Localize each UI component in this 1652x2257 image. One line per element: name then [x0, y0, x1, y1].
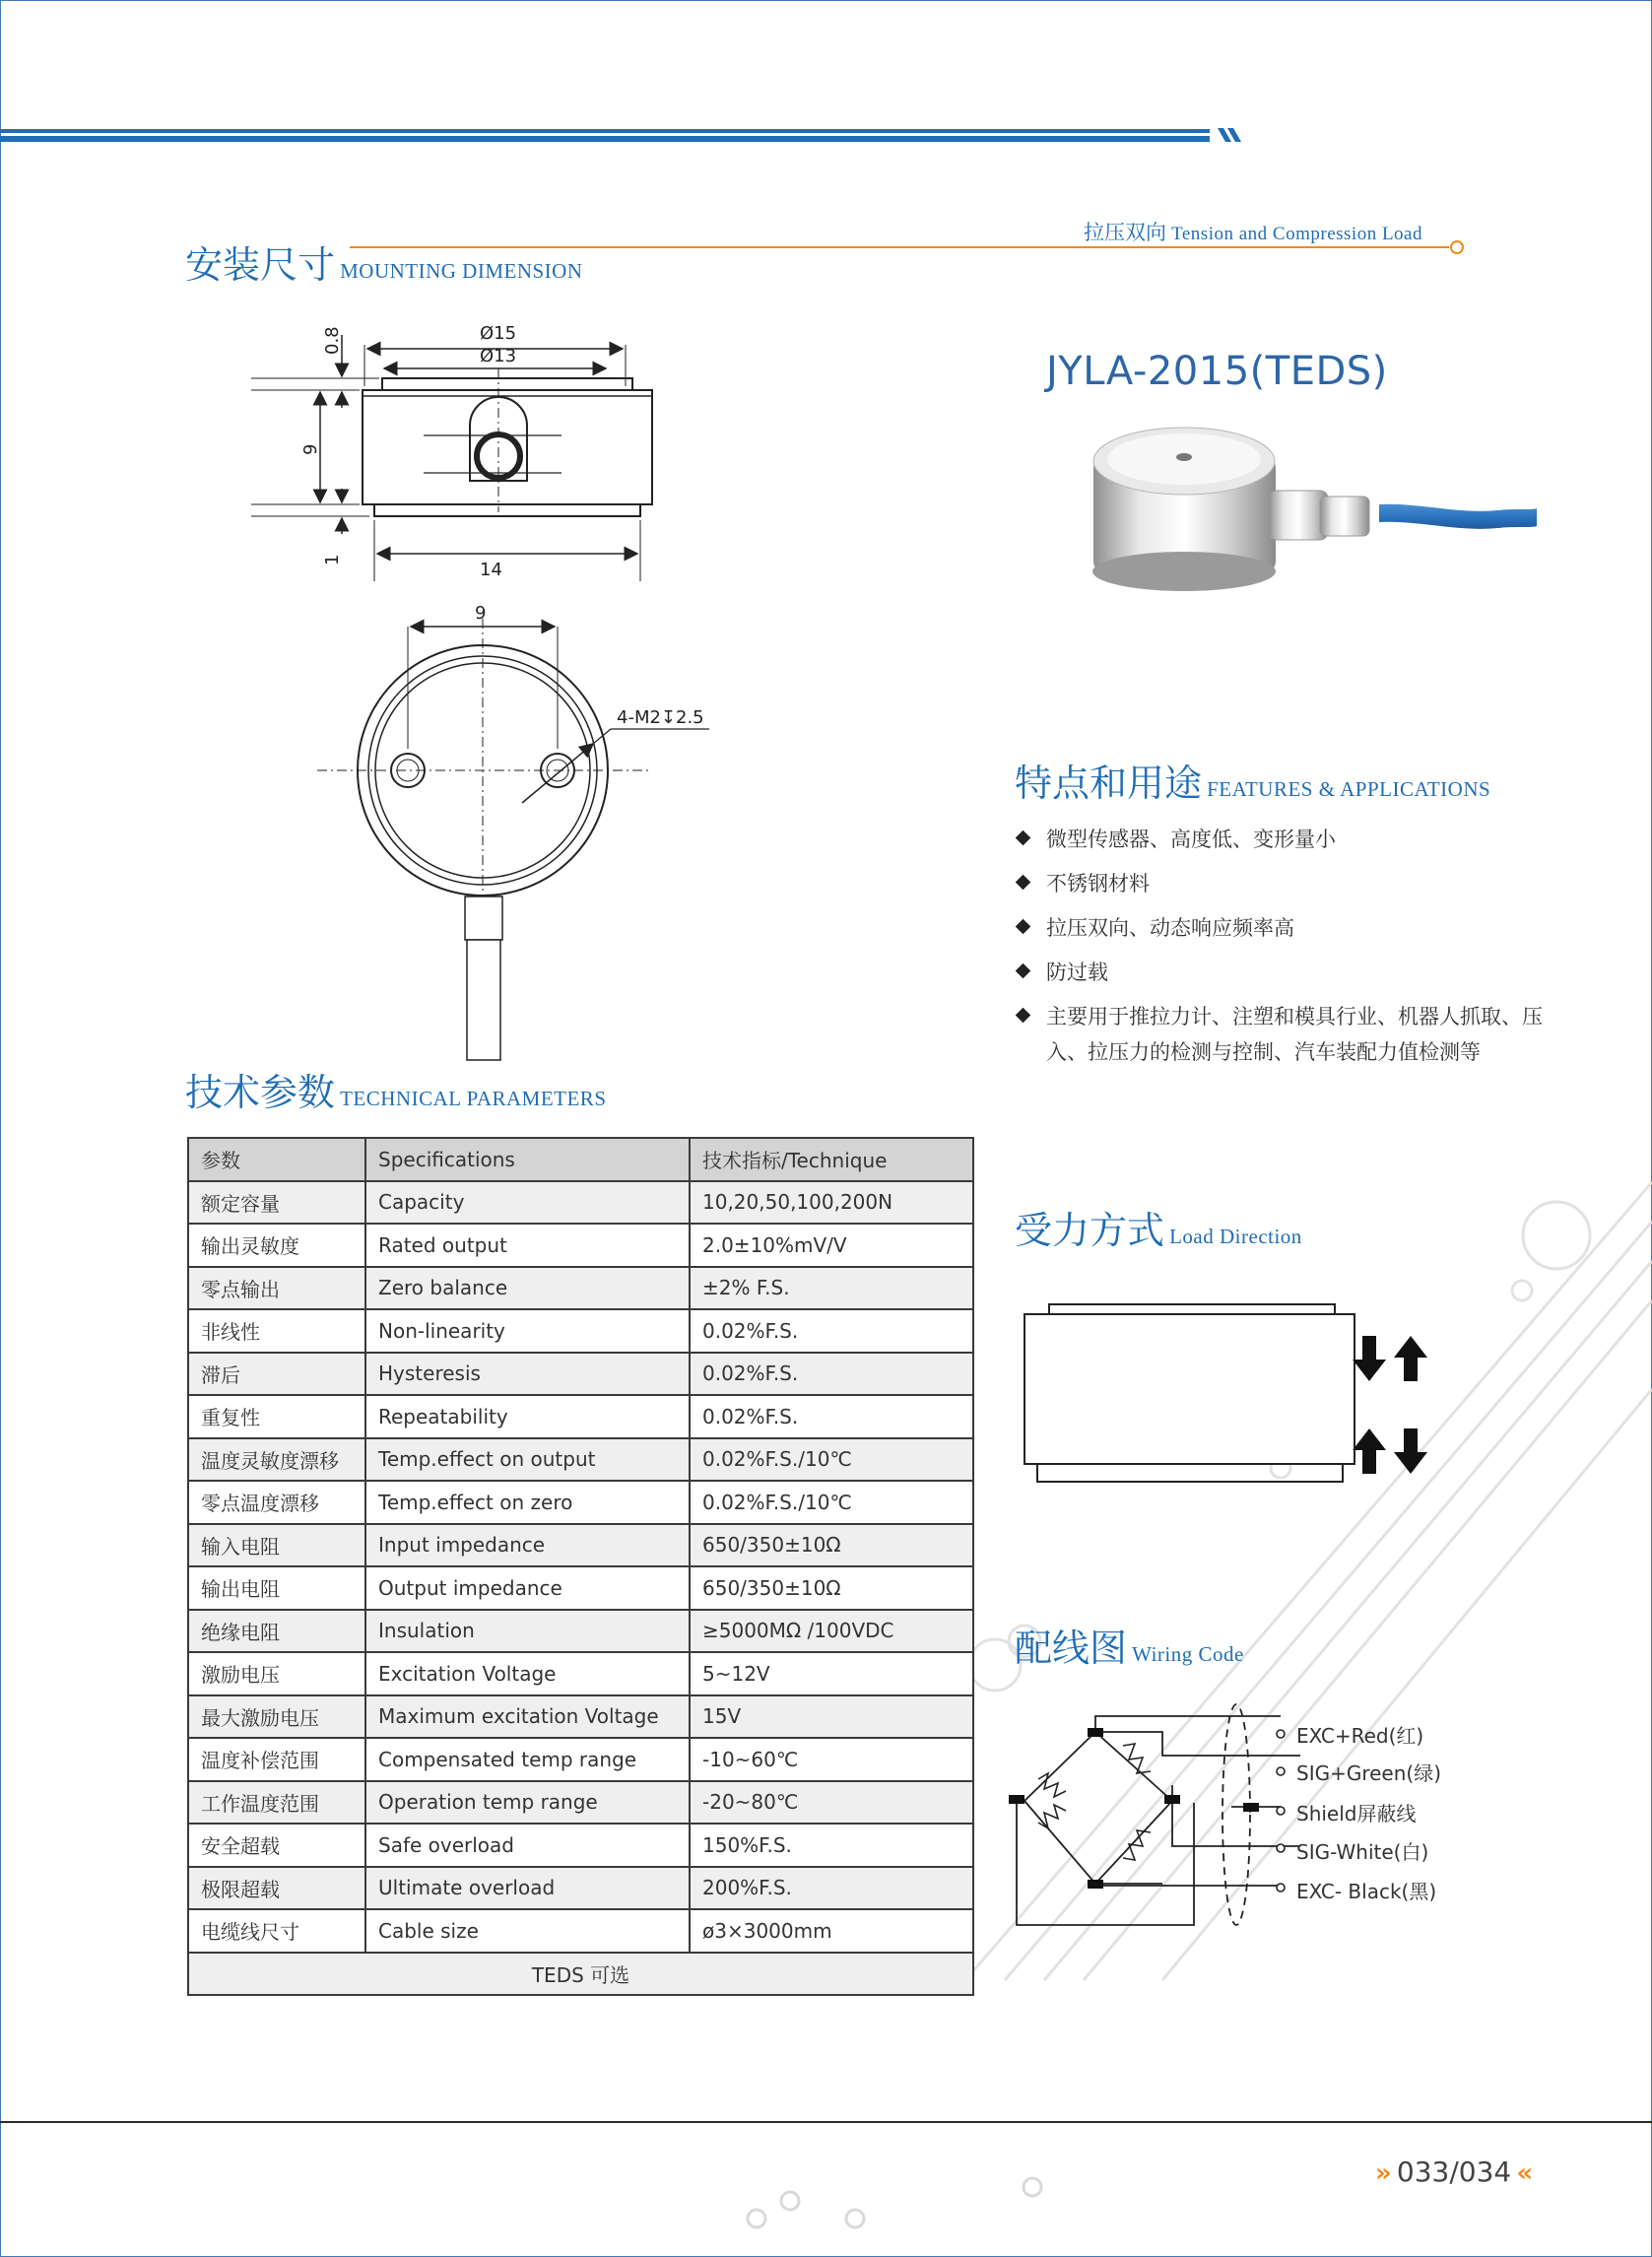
table-row [188, 1181, 973, 1225]
feature-item: 主要用于推拉力计、注塑和模具行业、机器人抓取、压入、拉压力的检测与控制、汽车装配力值检测等 [1015, 999, 1547, 1070]
wire-exc-minus: EXC- Black(黑) [1296, 1880, 1437, 1903]
param-value: 0.02%F.S./10℃ [690, 1481, 973, 1524]
wiring-diagram [1005, 1687, 1300, 1933]
wiring-terminals [1271, 1716, 1290, 1923]
dim-0-8: 0.8 [322, 326, 343, 355]
wire-exc-plus: EXC+Red(红) [1296, 1724, 1424, 1748]
param-en: Operation temp range [365, 1781, 690, 1825]
param-cn: 输出灵敏度 [188, 1224, 365, 1267]
param-value: 10,20,50,100,200N [690, 1181, 973, 1225]
table-row [188, 1909, 973, 1953]
param-value: ≥5000MΩ /100VDC [690, 1610, 973, 1653]
param-en: Maximum excitation Voltage [365, 1695, 690, 1739]
param-en: Repeatability [365, 1395, 690, 1438]
dim-9-spacing: 9 [475, 603, 487, 624]
footer-rule [0, 2121, 1652, 2123]
header-stripes [0, 126, 1241, 146]
table-row [188, 1438, 973, 1482]
param-value: 0.02%F.S. [690, 1395, 973, 1438]
page-number: » 033/034 « [1375, 2156, 1534, 2188]
features-list [1015, 822, 1547, 1079]
feature-item: 不锈钢材料 [1015, 866, 1547, 901]
param-value: 650/350±10Ω [690, 1566, 973, 1610]
param-cn: 输出电阻 [188, 1566, 365, 1610]
features-title: 特点和用途 FEATURES & APPLICATIONS [1015, 762, 1491, 805]
param-en: Excitation Voltage [365, 1652, 690, 1695]
table-row [188, 1566, 973, 1610]
param-cn: 输入电阻 [188, 1524, 365, 1567]
param-en: Ultimate overload [365, 1867, 690, 1910]
mounting-title: 安装尺寸 MOUNTING DIMENSION [185, 243, 583, 287]
dim-d15: Ø15 [480, 323, 517, 344]
table-row [188, 1738, 973, 1781]
feature-item: 微型传感器、高度低、变形量小 [1015, 822, 1547, 857]
param-value: 5~12V [690, 1652, 973, 1695]
param-en: Cable size [365, 1909, 690, 1953]
param-en: Non-linearity [365, 1309, 690, 1353]
dim-9-height: 9 [300, 443, 321, 455]
feature-item: 防过载 [1015, 955, 1547, 990]
arrow-down-icon [1394, 1428, 1427, 1474]
param-en: Output impedance [365, 1566, 690, 1610]
table-row [188, 1224, 973, 1267]
table-row [188, 1781, 973, 1825]
param-en: Input impedance [365, 1524, 690, 1567]
table-row [188, 1824, 973, 1867]
table-row [188, 1695, 973, 1739]
wire-sig-plus: SIG+Green(绿) [1296, 1761, 1442, 1785]
param-cn: 工作温度范围 [188, 1781, 365, 1825]
param-cn: 激励电压 [188, 1652, 365, 1695]
header-cell: 参数 [188, 1138, 365, 1181]
table-row [188, 1524, 973, 1567]
load-direction-diagram [1020, 1298, 1468, 1503]
param-value: 0.02%F.S. [690, 1309, 973, 1353]
load-title: 受力方式 Load Direction [1015, 1209, 1302, 1252]
product-photo [1084, 424, 1537, 601]
table-row [188, 1267, 973, 1310]
table-row [188, 1309, 973, 1353]
param-en: Rated output [365, 1224, 690, 1267]
param-cn: 零点温度漂移 [188, 1481, 365, 1524]
param-cn: 电缆线尺寸 [188, 1909, 365, 1953]
side-view-drawing [251, 315, 655, 581]
feature-item: 拉压双向、动态响应频率高 [1015, 910, 1547, 946]
param-value: 0.02%F.S. [690, 1353, 973, 1396]
bullet-diamond-icon [1016, 830, 1031, 846]
param-value: 150%F.S. [690, 1824, 973, 1867]
param-cn: 额定容量 [188, 1181, 365, 1225]
dim-d13: Ø13 [480, 346, 517, 366]
table-row [188, 1395, 973, 1438]
param-en: Compensated temp range [365, 1738, 690, 1781]
header-cell: 技术指标/Technique [690, 1138, 973, 1181]
param-cn: 非线性 [188, 1309, 365, 1353]
wiring-title: 配线图 Wiring Code [1015, 1626, 1244, 1670]
table-footer-row [188, 1953, 973, 1996]
table-header-row [188, 1138, 973, 1181]
bullet-diamond-icon [1016, 919, 1031, 935]
arrow-up-icon [1353, 1428, 1386, 1474]
param-en: Safe overload [365, 1824, 690, 1867]
arrow-up-icon [1394, 1336, 1427, 1381]
param-value: ±2% F.S. [690, 1267, 973, 1310]
param-en: Temp.effect on zero [365, 1481, 690, 1524]
bullet-diamond-icon [1016, 875, 1031, 891]
top-view-drawing [305, 601, 719, 1064]
param-cn: 绝缘电阻 [188, 1610, 365, 1653]
param-cn: 滞后 [188, 1353, 365, 1396]
double-chevron-right-icon: » [1375, 2158, 1392, 2188]
teds-note: TEDS 可选 [188, 1953, 973, 1996]
param-value: 650/350±10Ω [690, 1524, 973, 1567]
param-cn: 温度补偿范围 [188, 1738, 365, 1781]
param-cn: 安全超载 [188, 1824, 365, 1867]
double-chevron-left-icon: « [1516, 2158, 1534, 2188]
param-value: -10~60℃ [690, 1738, 973, 1781]
param-cn: 重复性 [188, 1395, 365, 1438]
param-en: Capacity [365, 1181, 690, 1225]
bullet-diamond-icon [1016, 963, 1031, 979]
technical-title: 技术参数 TECHNICAL PARAMETERS [185, 1071, 607, 1114]
param-en: Hysteresis [365, 1353, 690, 1396]
param-en: Insulation [365, 1610, 690, 1653]
wire-shield: Shield屏蔽线 [1296, 1802, 1417, 1826]
param-en: Temp.effect on output [365, 1438, 690, 1482]
bullet-diamond-icon [1016, 1008, 1031, 1024]
model-name: JYLA-2015(TEDS) [1046, 349, 1388, 394]
table-row [188, 1481, 973, 1524]
decorative-dots [729, 2148, 1064, 2246]
param-value: -20~80℃ [690, 1781, 973, 1825]
param-cn: 温度灵敏度漂移 [188, 1438, 365, 1482]
header-cell: Specifications [365, 1138, 690, 1181]
wire-sig-minus: SIG-White(白) [1296, 1840, 1429, 1864]
param-value: 2.0±10%mV/V [690, 1224, 973, 1267]
table-row [188, 1353, 973, 1396]
param-cn: 零点输出 [188, 1267, 365, 1310]
arrow-down-icon [1353, 1336, 1386, 1381]
thread-note: 4-M2↧2.5 [617, 707, 704, 728]
table-row [188, 1867, 973, 1910]
category-label: 拉压双向 Tension and Compression Load [1084, 221, 1422, 244]
dim-14: 14 [480, 560, 502, 580]
table-row [188, 1610, 973, 1653]
parameters-table [187, 1137, 974, 1996]
param-value: 0.02%F.S./10℃ [690, 1438, 973, 1482]
param-en: Zero balance [365, 1267, 690, 1310]
param-cn: 极限超载 [188, 1867, 365, 1910]
param-value: 15V [690, 1695, 973, 1739]
dim-1: 1 [322, 554, 343, 565]
param-value: 200%F.S. [690, 1867, 973, 1910]
table-row [188, 1652, 973, 1695]
param-cn: 最大激励电压 [188, 1695, 365, 1739]
param-value: ø3×3000mm [690, 1909, 973, 1953]
